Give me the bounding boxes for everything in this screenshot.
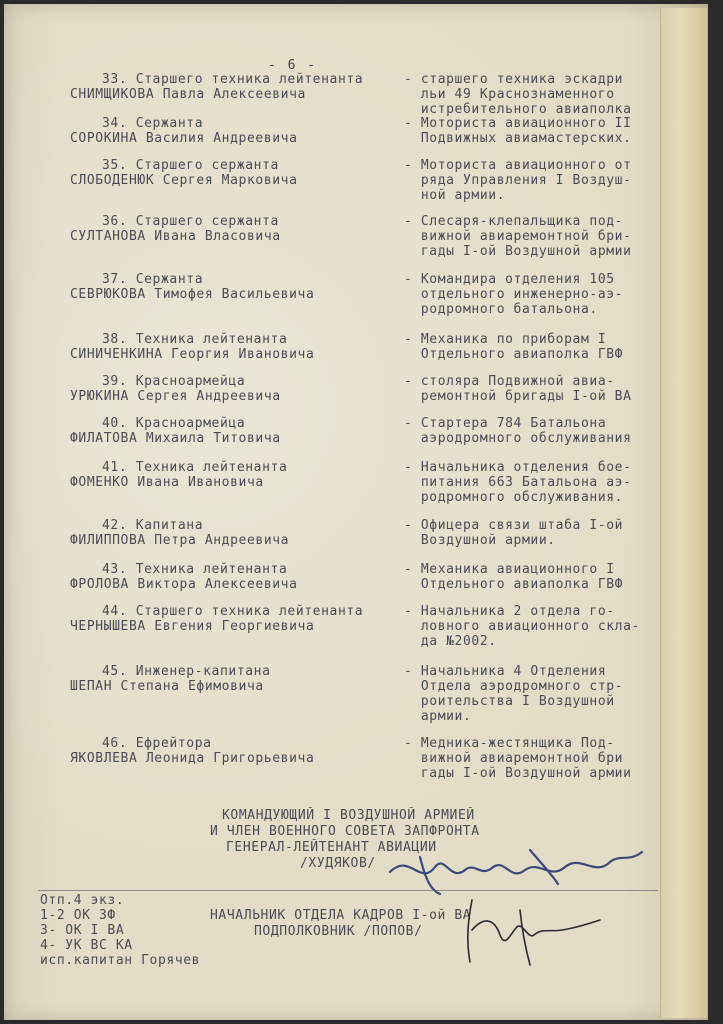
distribution-line: Отп.4 экз. <box>40 893 125 908</box>
entry-position-line: - Моториста авиационного от <box>404 158 632 173</box>
entry-position-line: отдельного инженерно-аэ- <box>404 287 624 302</box>
entry-name: СЕВРЮКОВА Тимофея Васильевича <box>70 287 315 302</box>
entry-position-line: - Медника-жестянщика Под- <box>404 736 615 751</box>
entry-name: СУЛТАНОВА Ивана Власовича <box>70 229 281 244</box>
entry-position-line: - столяра Подвижной авиа- <box>404 374 615 389</box>
distribution-line: 3- ОК I ВА <box>40 923 125 938</box>
entry-position-line: армии. <box>404 709 472 724</box>
entry-position-line: - Механика авиационного I <box>404 562 615 577</box>
distribution-line: 1-2 ОК ЗФ <box>40 908 116 923</box>
entry-position-line: - старшего техника эскадри <box>404 72 624 87</box>
entry-rank: 43. Техника лейтенанта <box>102 562 288 577</box>
hr-chief-title: НАЧАЛЬНИК ОТДЕЛА КАДРОВ I-ой ВА <box>210 908 472 923</box>
entry-name: СЛОБОДЕНЮК Сергея Марковича <box>70 173 298 188</box>
entry-rank: 46. Ефрейтора <box>102 736 212 751</box>
entry-rank: 40. Красноармейца <box>102 416 246 431</box>
distribution-line: 4- УК ВС КА <box>40 938 133 953</box>
entry-rank: 45. Инженер-капитана <box>102 664 271 679</box>
entry-position-line: вижной авиаремонтной бри <box>404 751 624 766</box>
entry-position-line: ремонтной бригады I-ой ВА <box>404 389 632 404</box>
entry-name: ШЕПАН Степана Ефимовича <box>70 679 264 694</box>
entry-position-line: - Начальника 2 отдела го- <box>404 604 615 619</box>
entry-rank: 41. Техника лейтенанта <box>102 460 288 475</box>
entry-position-line: - Слесаря-клепальщика под- <box>404 214 624 229</box>
entry-position-line: истребительного авиаполка <box>404 102 632 117</box>
entry-position-line: - Стартера 784 Батальона <box>404 416 607 431</box>
entry-name: ЯКОВЛЕВА Леонида Григорьевича <box>70 751 315 766</box>
entry-position-line: да №2002. <box>404 634 497 649</box>
entry-name: ФИЛАТОВА Михаила Титовича <box>70 431 281 446</box>
entry-position-line: льи 49 Краснознаменного <box>404 87 615 102</box>
entry-name: СОРОКИНА Василия Андреевича <box>70 131 298 146</box>
entry-name: ЧЕРНЫШЕВА Евгения Георгиевича <box>70 619 315 634</box>
entry-position-line: роительства I Воздушной <box>404 694 615 709</box>
commander-name: /ХУДЯКОВ/ <box>300 856 376 871</box>
entry-position-line: - Командира отделения 105 <box>404 272 615 287</box>
entry-position-line: - Механика по приборам I <box>404 332 607 347</box>
entry-position-line: гады I-ой Воздушной армии <box>404 766 632 781</box>
entry-rank: 35. Старшего сержанта <box>102 158 279 173</box>
entry-name: ФРОЛОВА Виктора Алексеевича <box>70 577 298 592</box>
paper-edge <box>660 8 707 1018</box>
entry-position-line: - Офицера связи штаба I-ой <box>404 518 624 533</box>
entry-position-line: - Начальника 4 Отделения <box>404 664 607 679</box>
entry-position-line: Подвижных авиамастерских. <box>404 131 632 146</box>
entry-rank: 39. Красноармейца <box>102 374 246 389</box>
entry-position-line: Отдела аэродромного стр- <box>404 679 624 694</box>
entry-position-line: вижной авиаремонтной бри- <box>404 229 632 244</box>
commander-title-line2: И ЧЛЕН ВОЕННОГО СОВЕТА ЗАПФРОНТА <box>210 824 480 839</box>
entry-position-line: - Начальника отделения бое- <box>404 460 632 475</box>
page-number: - 6 - <box>268 58 318 73</box>
entry-name: СИНИЧЕНКИНА Георгия Ивановича <box>70 347 315 362</box>
distribution-line: исп.капитан Горячев <box>40 953 201 968</box>
entry-position-line: Отдельного авиаполка ГВФ <box>404 347 624 362</box>
hr-chief-name: ПОДПОЛКОВНИК /ПОПОВ/ <box>254 924 423 939</box>
entry-name: УРЮКИНА Сергея Андреевича <box>70 389 281 404</box>
entry-name: ФИЛИППОВА Петра Андреевича <box>70 533 290 548</box>
entry-rank: 42. Капитана <box>102 518 204 533</box>
entry-rank: 38. Техника лейтенанта <box>102 332 288 347</box>
entry-rank: 34. Сержанта <box>102 116 204 131</box>
entry-position-line: ной армии. <box>404 188 506 203</box>
commander-title-line1: КОМАНДУЮЩИЙ I ВОЗДУШНОЙ АРМИЕЙ <box>222 808 475 823</box>
entry-position-line: Воздушной армии. <box>404 533 556 548</box>
entry-position-line: гады I-ой Воздушной армии <box>404 244 632 259</box>
entry-rank: 36. Старшего сержанта <box>102 214 279 229</box>
entry-position-line: родромного батальона. <box>404 302 598 317</box>
entry-rank: 33. Старшего техника лейтенанта <box>102 72 364 87</box>
commander-title-line3: ГЕНЕРАЛ-ЛЕЙТЕНАНТ АВИАЦИИ <box>226 840 437 855</box>
entry-position-line: Отдельного авиаполка ГВФ <box>404 577 624 592</box>
entry-position-line: ряда Управления I Воздуш- <box>404 173 632 188</box>
entry-position-line: - Моториста авиационного II <box>404 116 632 131</box>
entry-position-line: ловного авиационного скла- <box>404 619 640 634</box>
entry-position-line: родромного обслуживания. <box>404 490 624 505</box>
entry-name: ФОМЕНКО Ивана Ивановича <box>70 475 264 490</box>
entry-rank: 44. Старшего техника лейтенанта <box>102 604 364 619</box>
entry-rank: 37. Сержанта <box>102 272 204 287</box>
hr-chief-signature <box>450 890 610 970</box>
entry-position-line: аэродромного обслуживания <box>404 431 632 446</box>
entry-name: СНИМЩИКОВА Павла Алексеевича <box>70 87 306 102</box>
entry-position-line: питания 663 Батальона аэ- <box>404 475 632 490</box>
